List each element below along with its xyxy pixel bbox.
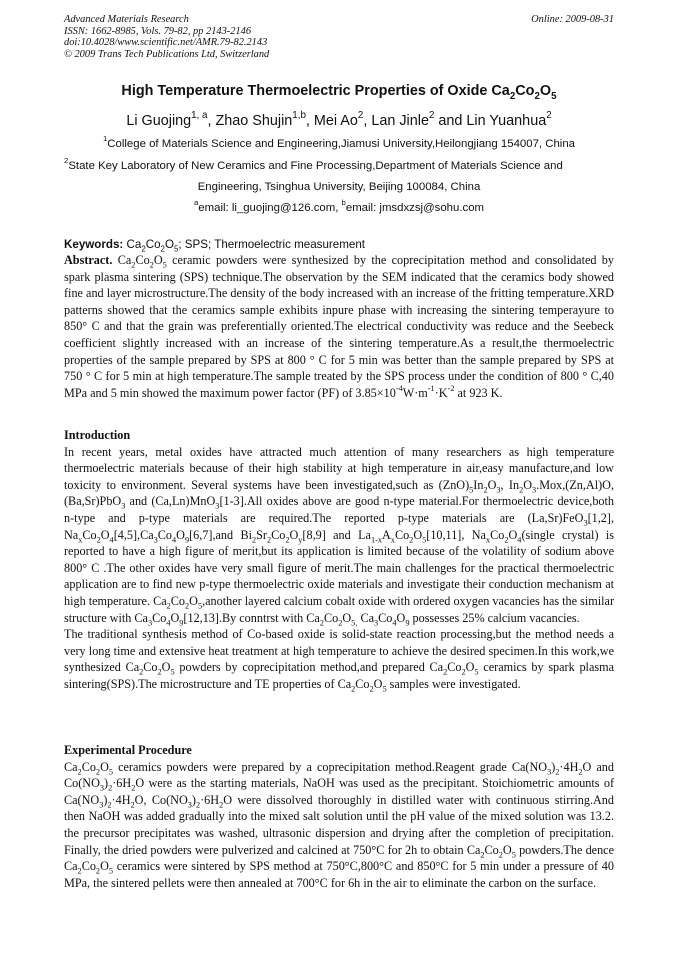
introduction-heading: Introduction [64, 428, 131, 442]
email-line: $^a$email: li_guojing@126.com, $^b$email: jmsdxzsj@sohu.com [193, 198, 485, 214]
keywords: Keywords: $Ca_2Co_2O_5$; SPS; Thermoelectric measurement [64, 238, 366, 254]
issn-line: ISSN: 1662-8985, Vols. 79-82, pp 2143-2146 [64, 25, 252, 37]
journal-name: Advanced Materials Research [64, 14, 189, 25]
experimental-heading: Experimental Procedure [64, 743, 192, 757]
intro-paragraph-2: The traditional synthesis method of Co-based oxide is solid-state reaction processing,but the method needs a very long time and extensive heat treatment at high temperature to achieve the desired specimen.In this work,we synthesized $Ca_2Co_2O_5$ powders by coprecipitation method,and prepared $Ca_2Co_2O_5$ ceramics by spark plasma sintering(SPS).The microstructure and TE properties of $Ca_2Co_2O_5$ samples were investigated. [64, 627, 614, 694]
doi-line: doi:10.4028/www.scientific.net/AMR.79-82.2143 [64, 37, 268, 49]
abstract-text: Abstract. $Ca_2Co_2O_5$ ceramic powders were synthesized by the coprecipitation method and consolidated by spark plasma sintering (SPS) technique.The observation by the SEM indicated that the ceramics body showed fine and layer microstructure.The density of the body increased with an increase of the fritting temperature.XRD patterns showed that the ceramics sample exhibits inpure phase with increasing the sintering temperayure to 850° C and that the grain was preferentially oriented.The electrical conductivity was reduce and the Seebeck coefficient slightly increased with an increase of the sintering temperature.As a result,the thermoelectric properties of the sample prepared by SPS at 800 ° C for 5 min was better than the sample prepared by SPS at 750 ° C for 5 min at high temperature.The sample treated by the SPS process under the condition of 800 ° C,40 MPa and 5 min showed the maximum power factor (PF) of $3.85\times 10^{-4}W\cdot m^{-1}\cdot K^{-2}$ at 923 K. [64, 253, 614, 400]
affiliation-1: $^1$College of Materials Science and Engineering,Jiamusi University,Heilongjiang 154007, China [102, 134, 575, 150]
journal-header [64, 14, 616, 60]
copyright-line: © 2009 Trans Tech Publications Ltd, Switzerland [64, 48, 270, 60]
affiliation-2-cont: Engineering, Tsinghua University, Beijing 100084, China [197, 181, 481, 193]
online-date: Online: 2009-08-31 [531, 14, 614, 25]
introduction-section [64, 427, 614, 693]
intro-paragraph-1: In recent years, metal oxides have attracted much attention of many researchers as high temperature thermoelectric materials because of their high stability at high temperature in air,easy manufacture,and low toxicity to environment. Several systems have been investigated,such as $(ZnO)_5In_2O_3$, $In_2O_3.Mox,(Zn,Al)O,(Ba,Sr)PbO_3$ and (Ca,Ln)MnO$_3$[1-3].All oxides above are good n-type material.For thermoelectric device,both n-type and p-type materials are required.The reported p-type materials are (La,Sr)FeO$_3$[1,2], $Na_xCo_2O_4[4,5],Ca_3Co_4O_9[6,7],and$ $Bi_2Sr_2Co_2O_y[8,9]$ and $La_{1-x}A_xCo_2O_5[10,11]$, $Na_xCo_2O_4(single$ crystal) is reported to have a high figure of merit,but its application is limited because of the volatility of sodium above 800° C .The other oxides have very small figure of merit.The main challenges for the practical thermoelectric application are to find new p-type thermoelectric oxide materials and investigate their conduction mechanism at high temperature. $Ca_2Co_2O_5,another$ layered calcium cobalt oxide with ordered oxygen vacancies has the similar structure with $Ca_3Co_4O_9[12,13].By$ conntrst with $Ca_2Co_2O_{5,}$ $Ca_3Co_4O_9$ possesses 25% calcium vacancies. [64, 444, 615, 627]
experimental-section [64, 742, 614, 891]
experimental-paragraph: $Ca_2Co_2O_5$ ceramics powders were prepared by a coprecipitation method.Reagent grade $Ca(NO_3)_2\cdot 4H_2O$ and $Co(NO_3)_2\cdot 6H_2O$ were as the starting materials, NaOH was used as the precipitant. Stoichiometric amounts of $Ca(NO_3)_2\cdot 4H_2O$, $Co(NO_3)_2\cdot 6H_2O$ were dissolved thoroughly in distilled water with continuous stirring.And then NaOH was added gradually into the mixed salt solution until the pH value of the mixed solution was 13.2. the precursor precipitates was washed, ultrasonic dispersion and drying after the completion of precipitation. Finally, the dried powders were pulverized and calcined at 750°C for 2h to obtain $Ca_2Co_2O_5$ powders.The dence $Ca_2Co_2O_5$ ceramics were sintered by SPS method at 750°C,800°C and 850°C for 5 min under a pressure of 40 MPa, the sintered pellets were then annealed at 700°C for 6h in the air to eliminate the carbon on the surface. [64, 759, 614, 890]
author-list: Li Guojing$^{1, a}$, Zhao Shujin$^{1,b}$, Mei Ao$^2$, Lan Jinle$^2$ and Lin Yuanhua$^2$ [126, 110, 552, 129]
abstract [64, 252, 614, 401]
paper-title: High Temperature Thermoelectric Properties of Oxide $Ca_2Co_2O_5$ [121, 83, 557, 102]
affiliation-2: $^2$State Key Laboratory of New Ceramics and Fine Processing,Department of Materials Science and [64, 156, 563, 172]
